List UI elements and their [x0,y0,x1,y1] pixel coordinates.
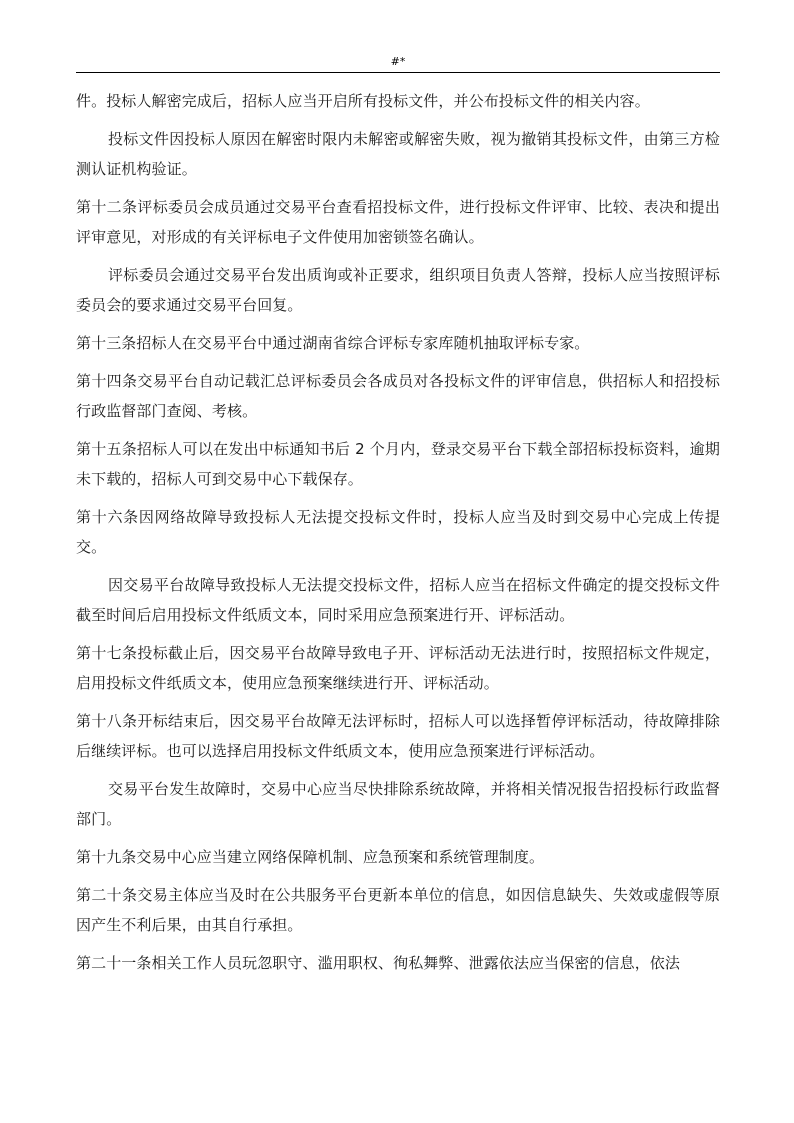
paragraph: 第十八条开标结束后，因交易平台故障无法评标时，招标人可以选择暂停评标活动，待故障排除后继续评标。也可以选择启用投标文件纸质文本，使用应急预案进行评标活动。 [76,712,720,760]
paragraph: 因交易平台故障导致投标人无法提交投标文件，招标人应当在招标文件确定的提交投标文件截至时间后启用投标文件纸质文本，同时采用应急预案进行开、评标活动。 [76,576,720,624]
paragraph: 第十五条招标人可以在发出中标通知书后 2 个月内，登录交易平台下载全部招标投标资料，逾期未下载的，招标人可到交易中心下载保存。 [76,440,720,488]
paragraph: 第十七条投标截止后，因交易平台故障导致电子开、评标活动无法进行时，按照招标文件规定，启用投标文件纸质文本，使用应急预案继续进行开、评标活动。 [76,644,720,692]
paragraph: 第二十一条相关工作人员玩忽职守、滥用职权、徇私舞弊、泄露依法应当保密的信息，依法 [76,954,681,972]
header-mark: #* [390,55,406,68]
paragraph: 第十三条招标人在交易平台中通过湖南省综合评标专家库随机抽取评标专家。 [76,334,590,352]
document-body [76,86,720,986]
page-header [76,54,720,73]
paragraph: 投标文件因投标人原因在解密时限内未解密或解密失败，视为撤销其投标文件，由第三方检测认证机构验证。 [76,130,720,178]
paragraph: 第十二条评标委员会成员通过交易平台查看招投标文件，进行投标文件评审、比较、表决和提出评审意见，对形成的有关评标电子文件使用加密锁签名确认。 [76,198,720,246]
paragraph: 第十六条因网络故障导致投标人无法提交投标文件时，投标人应当及时到交易中心完成上传提交。 [76,508,720,556]
paragraph: 第十九条交易中心应当建立网络保障机制、应急预案和系统管理制度。 [76,848,545,866]
paragraph: 第二十条交易主体应当及时在公共服务平台更新本单位的信息，如因信息缺失、失效或虚假等原因产生不利后果，由其自行承担。 [76,886,720,934]
paragraph: 评标委员会通过交易平台发出质询或补正要求，组织项目负责人答辩，投标人应当按照评标委员会的要求通过交易平台回复。 [76,266,720,314]
paragraph: 第十四条交易平台自动记载汇总评标委员会各成员对各投标文件的评审信息，供招标人和招投标行政监督部门查阅、考核。 [76,372,720,420]
paragraph: 交易平台发生故障时，交易中心应当尽快排除系统故障，并将相关情况报告招投标行政监督部门。 [76,780,720,828]
paragraph: 件。投标人解密完成后，招标人应当开启所有投标文件，并公布投标文件的相关内容。 [76,92,650,110]
